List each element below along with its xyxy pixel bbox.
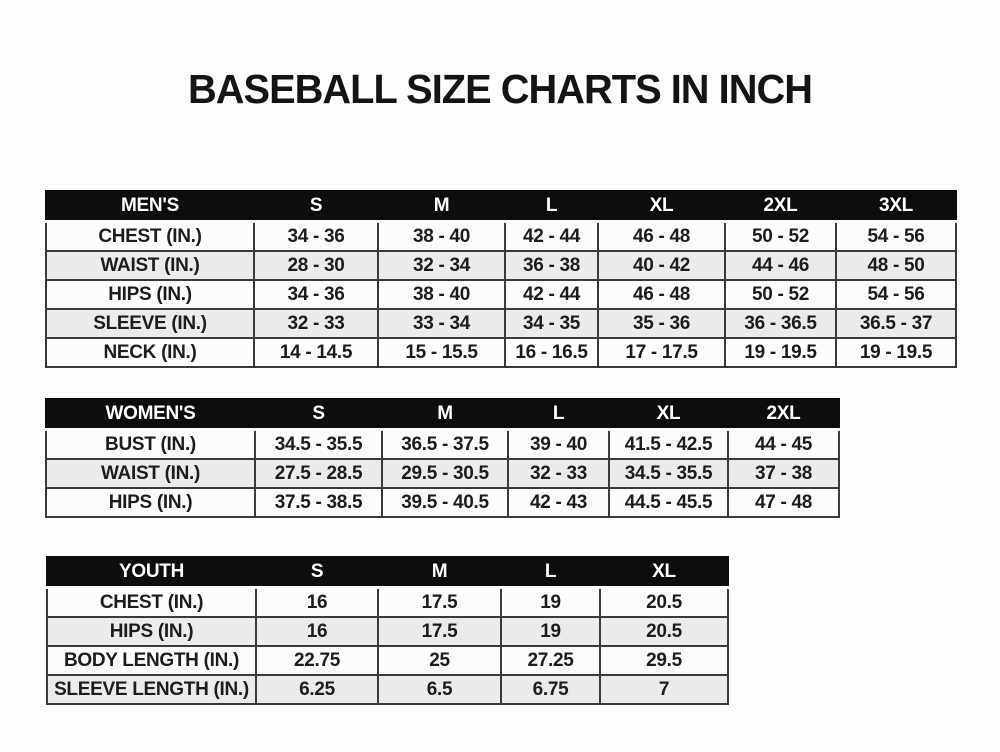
size-value-cell: 14 - 14.5 bbox=[254, 338, 378, 367]
size-value-cell: 17.5 bbox=[378, 588, 501, 618]
size-value-cell: 34.5 - 35.5 bbox=[255, 430, 382, 460]
row-label-cell: SLEEVE LENGTH (IN.) bbox=[47, 675, 256, 704]
table-row bbox=[47, 675, 728, 704]
column-header-cell: M bbox=[378, 191, 505, 222]
size-value-cell: 46 - 48 bbox=[598, 222, 725, 252]
table-row bbox=[46, 338, 956, 367]
size-value-cell: 39.5 - 40.5 bbox=[382, 488, 508, 517]
table-header-row bbox=[46, 399, 839, 430]
size-value-cell: 22.75 bbox=[256, 646, 378, 675]
size-value-cell: 34.5 - 35.5 bbox=[609, 459, 728, 488]
column-header-cell: M bbox=[378, 557, 501, 588]
size-value-cell: 34 - 36 bbox=[254, 222, 378, 252]
size-value-cell: 32 - 33 bbox=[508, 459, 609, 488]
column-header-cell: L bbox=[501, 557, 600, 588]
size-value-cell: 20.5 bbox=[600, 617, 728, 646]
table-row bbox=[46, 222, 956, 252]
row-label-cell: HIPS (IN.) bbox=[46, 488, 255, 517]
size-value-cell: 37 - 38 bbox=[728, 459, 839, 488]
table-row bbox=[46, 280, 956, 309]
size-value-cell: 17 - 17.5 bbox=[598, 338, 725, 367]
size-value-cell: 19 bbox=[501, 617, 600, 646]
size-value-cell: 16 bbox=[256, 588, 378, 618]
size-value-cell: 36 - 36.5 bbox=[725, 309, 836, 338]
column-header-cell: 2XL bbox=[725, 191, 836, 222]
column-header-cell: L bbox=[505, 191, 598, 222]
table-title-cell: MEN'S bbox=[46, 191, 254, 222]
table-title-cell: YOUTH bbox=[47, 557, 256, 588]
table-row bbox=[46, 459, 839, 488]
womens-size-table-section bbox=[45, 398, 840, 518]
size-value-cell: 50 - 52 bbox=[725, 222, 836, 252]
size-value-cell: 44 - 46 bbox=[725, 251, 836, 280]
size-value-cell: 27.25 bbox=[501, 646, 600, 675]
column-header-cell: L bbox=[508, 399, 609, 430]
size-value-cell: 37.5 - 38.5 bbox=[255, 488, 382, 517]
size-value-cell: 50 - 52 bbox=[725, 280, 836, 309]
size-value-cell: 39 - 40 bbox=[508, 430, 609, 460]
row-label-cell: BODY LENGTH (IN.) bbox=[47, 646, 256, 675]
size-value-cell: 47 - 48 bbox=[728, 488, 839, 517]
table-row bbox=[47, 617, 728, 646]
size-value-cell: 41.5 - 42.5 bbox=[609, 430, 728, 460]
size-value-cell: 16 - 16.5 bbox=[505, 338, 598, 367]
table-row bbox=[47, 646, 728, 675]
size-value-cell: 33 - 34 bbox=[378, 309, 505, 338]
size-value-cell: 19 bbox=[501, 588, 600, 618]
table-row bbox=[46, 251, 956, 280]
size-value-cell: 36.5 - 37.5 bbox=[382, 430, 508, 460]
size-value-cell: 54 - 56 bbox=[836, 280, 956, 309]
row-label-cell: NECK (IN.) bbox=[46, 338, 254, 367]
mens-size-table bbox=[45, 190, 957, 368]
row-label-cell: CHEST (IN.) bbox=[47, 588, 256, 618]
column-header-cell: S bbox=[256, 557, 378, 588]
size-value-cell: 16 bbox=[256, 617, 378, 646]
size-value-cell: 32 - 33 bbox=[254, 309, 378, 338]
size-value-cell: 42 - 44 bbox=[505, 222, 598, 252]
size-value-cell: 25 bbox=[378, 646, 501, 675]
size-value-cell: 17.5 bbox=[378, 617, 501, 646]
column-header-cell: XL bbox=[609, 399, 728, 430]
size-value-cell: 38 - 40 bbox=[378, 280, 505, 309]
size-value-cell: 15 - 15.5 bbox=[378, 338, 505, 367]
size-value-cell: 19 - 19.5 bbox=[836, 338, 956, 367]
size-value-cell: 36 - 38 bbox=[505, 251, 598, 280]
table-row bbox=[46, 309, 956, 338]
row-label-cell: BUST (IN.) bbox=[46, 430, 255, 460]
size-value-cell: 54 - 56 bbox=[836, 222, 956, 252]
column-header-cell: S bbox=[255, 399, 382, 430]
size-value-cell: 29.5 bbox=[600, 646, 728, 675]
size-value-cell: 28 - 30 bbox=[254, 251, 378, 280]
row-label-cell: WAIST (IN.) bbox=[46, 251, 254, 280]
size-value-cell: 36.5 - 37 bbox=[836, 309, 956, 338]
column-header-cell: XL bbox=[598, 191, 725, 222]
row-label-cell: WAIST (IN.) bbox=[46, 459, 255, 488]
table-row bbox=[46, 488, 839, 517]
column-header-cell: S bbox=[254, 191, 378, 222]
size-value-cell: 27.5 - 28.5 bbox=[255, 459, 382, 488]
size-value-cell: 29.5 - 30.5 bbox=[382, 459, 508, 488]
table-row bbox=[46, 430, 839, 460]
row-label-cell: SLEEVE (IN.) bbox=[46, 309, 254, 338]
table-row bbox=[47, 588, 728, 618]
page-title: BASEBALL SIZE CHARTS IN INCH bbox=[188, 66, 812, 112]
mens-size-table-section bbox=[45, 190, 957, 368]
youth-size-table-section bbox=[46, 556, 729, 705]
column-header-cell: 3XL bbox=[836, 191, 956, 222]
size-value-cell: 6.5 bbox=[378, 675, 501, 704]
size-value-cell: 7 bbox=[600, 675, 728, 704]
column-header-cell: XL bbox=[600, 557, 728, 588]
row-label-cell: CHEST (IN.) bbox=[46, 222, 254, 252]
column-header-cell: 2XL bbox=[728, 399, 839, 430]
table-title-cell: WOMEN'S bbox=[46, 399, 255, 430]
youth-size-table bbox=[46, 556, 729, 705]
size-value-cell: 19 - 19.5 bbox=[725, 338, 836, 367]
size-value-cell: 34 - 36 bbox=[254, 280, 378, 309]
size-value-cell: 38 - 40 bbox=[378, 222, 505, 252]
size-value-cell: 48 - 50 bbox=[836, 251, 956, 280]
size-value-cell: 40 - 42 bbox=[598, 251, 725, 280]
size-value-cell: 20.5 bbox=[600, 588, 728, 618]
size-value-cell: 44 - 45 bbox=[728, 430, 839, 460]
column-header-cell: M bbox=[382, 399, 508, 430]
size-value-cell: 42 - 43 bbox=[508, 488, 609, 517]
size-value-cell: 32 - 34 bbox=[378, 251, 505, 280]
size-value-cell: 46 - 48 bbox=[598, 280, 725, 309]
table-header-row bbox=[47, 557, 728, 588]
size-value-cell: 6.75 bbox=[501, 675, 600, 704]
size-value-cell: 42 - 44 bbox=[505, 280, 598, 309]
womens-size-table bbox=[45, 398, 840, 518]
table-header-row bbox=[46, 191, 956, 222]
size-value-cell: 35 - 36 bbox=[598, 309, 725, 338]
row-label-cell: HIPS (IN.) bbox=[46, 280, 254, 309]
size-value-cell: 6.25 bbox=[256, 675, 378, 704]
size-value-cell: 34 - 35 bbox=[505, 309, 598, 338]
row-label-cell: HIPS (IN.) bbox=[47, 617, 256, 646]
size-value-cell: 44.5 - 45.5 bbox=[609, 488, 728, 517]
